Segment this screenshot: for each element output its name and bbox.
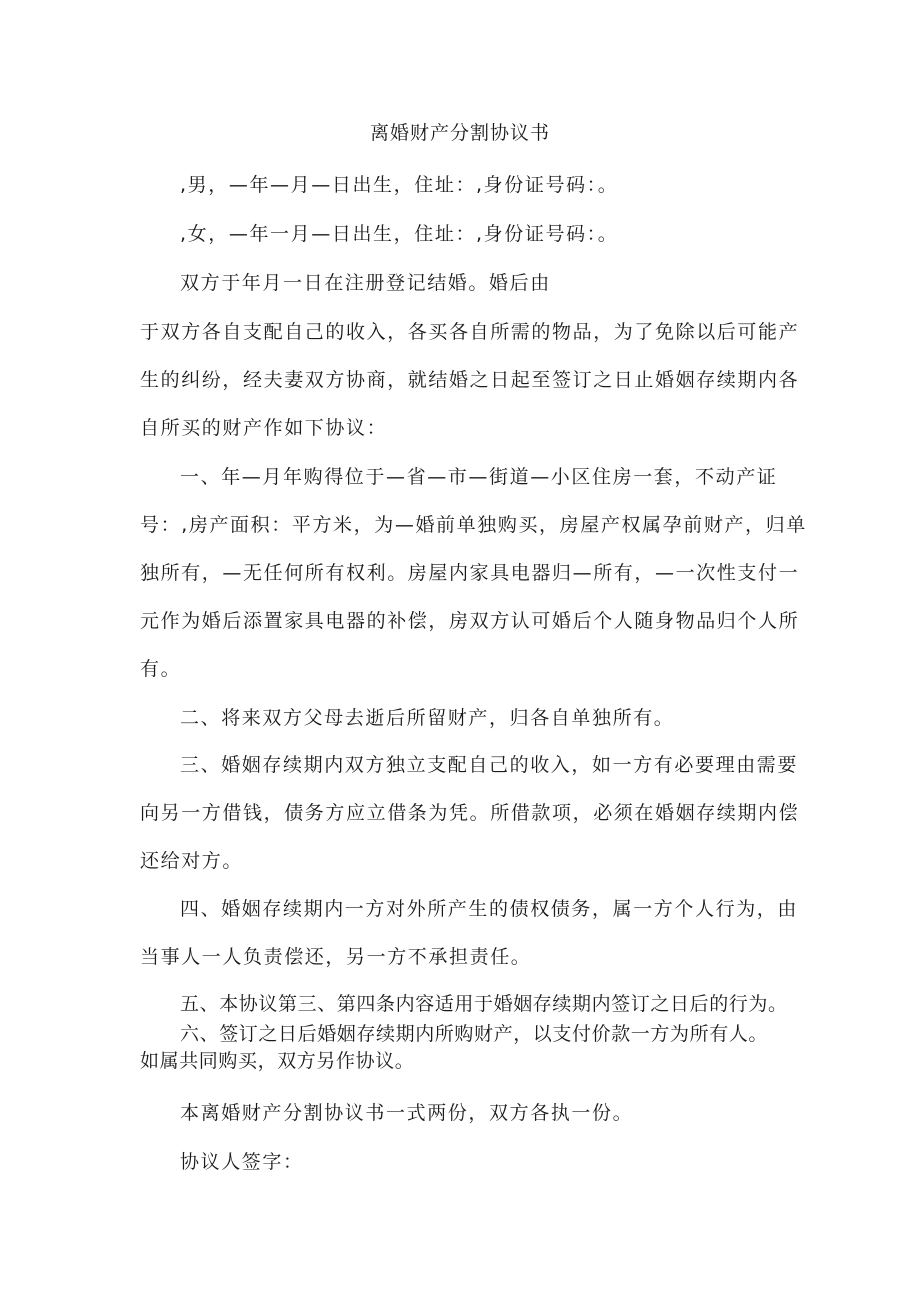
party-female-line: ,女，—年一月—日出生，住址：,身份证号码：。 xyxy=(180,223,619,245)
clause-1-line: 元作为婚后添置家具电器的补偿，房双方认可婚后个人随身物品归个人所 xyxy=(140,610,800,632)
document-title: 离婚财产分割协议书 xyxy=(369,122,550,144)
clause-1-line: 有。 xyxy=(140,658,182,680)
copies-line: 本离婚财产分割协议书一式两份，双方各执一份。 xyxy=(180,1102,634,1124)
clause-4-line: 当事人一人负责偿还，另一方不承担责任。 xyxy=(140,946,532,968)
signature-label: 协议人签字： xyxy=(180,1151,304,1173)
clause-3-line: 还给对方。 xyxy=(140,850,244,872)
intro-line: 生的纠纷，经夫妻双方协商，就结婚之日起至签订之日止婚姻存续期内各 xyxy=(140,369,800,391)
clause-4-line: 四、婚姻存续期内一方对外所产生的债权债务，属一方个人行为，由 xyxy=(180,898,799,920)
intro-line: 双方于年月一日在注册登记结婚。婚后由 xyxy=(180,272,551,294)
clause-1-line: 一、年—月年购得位于—省—市—街道—小区住房一套，不动产证 xyxy=(180,466,778,488)
clause-3-line: 向另一方借钱，债务方应立借条为凭。所借款项，必须在婚姻存续期内偿 xyxy=(140,802,800,824)
clause-5-line: 五、本协议第三、第四条内容适用于婚姻存续期内签订之日后的行为。 xyxy=(180,993,788,1015)
party-male-line: ,男，—年—月—日出生，住址：,身份证号码：。 xyxy=(180,174,619,196)
clause-3-line: 三、婚姻存续期内双方独立支配自己的收入，如一方有必要理由需要 xyxy=(180,754,799,776)
clause-1-line: 号：,房产面积：平方米，为—婚前单独购买，房屋产权属孕前财产，归单 xyxy=(140,514,807,536)
intro-line: 于双方各自支配自己的收入，各买各自所需的物品，为了免除以后可能产 xyxy=(140,321,800,343)
intro-line: 自所买的财产作如下协议： xyxy=(140,417,388,439)
clause-6-line: 如属共同购买，双方另作协议。 xyxy=(140,1050,415,1072)
clause-2-line: 二、将来双方父母去逝后所留财产，归各自单独所有。 xyxy=(180,707,675,729)
clause-6-line: 六、签订之日后婚姻存续期内所购财产，以支付价款一方为所有人。 xyxy=(180,1023,769,1045)
clause-1-line: 独所有，—无任何所有权利。房屋内家具电器归—所有，—一次性支付一 xyxy=(140,562,800,584)
